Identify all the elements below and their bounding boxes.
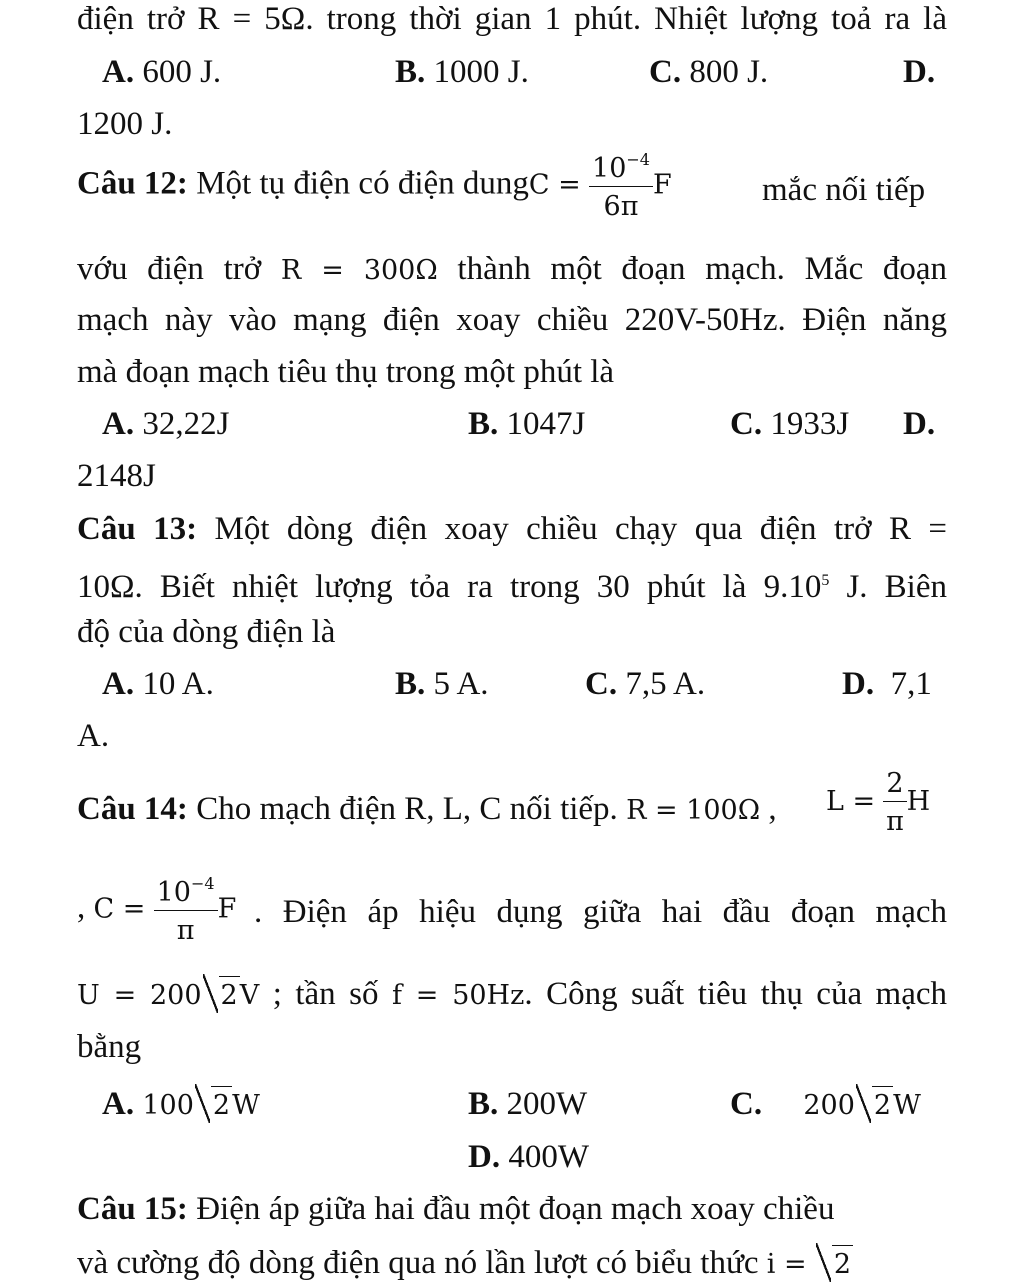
option-label: A. <box>102 54 135 90</box>
q15-line-1 <box>77 1190 834 1228</box>
inductance-expression <box>826 770 930 835</box>
text: và cường độ dòng điện qua nó lần lượt có biểu thức <box>77 1245 759 1281</box>
q14-option-b <box>468 1085 587 1123</box>
capacitance-lhs: C = <box>93 893 146 925</box>
option-label: B. <box>468 406 499 442</box>
option-label: A. <box>102 406 135 442</box>
option-value: 800 J. <box>689 54 769 90</box>
option-value: 400W <box>508 1139 589 1175</box>
frequency-expression: f = 50Hz <box>391 980 525 1011</box>
option-value: 7,5 A. <box>625 666 706 702</box>
option-label: B. <box>468 1086 499 1122</box>
q12-line-1 <box>77 152 672 220</box>
option-value: 100 <box>142 1090 194 1121</box>
text: thành một đoạn mạch. Mắc đoạn <box>457 251 948 287</box>
q14-line-3 <box>77 975 947 1015</box>
current-lhs: i = <box>766 1249 807 1280</box>
inductance-unit: H <box>906 786 931 818</box>
intro-line: điện trở R = 5Ω. trong thời gian 1 phút. Nhiệt lượng toả ra là <box>77 1 947 37</box>
separator: , <box>768 791 777 827</box>
fraction-exponent: −4 <box>626 150 650 169</box>
capacitance-lhs: C = <box>528 169 581 201</box>
option-value: 1047J <box>506 406 586 442</box>
option-label: C. <box>730 406 763 442</box>
option-unit: W <box>232 1090 260 1121</box>
q14-option-d <box>468 1138 589 1176</box>
option-value: 32,22J <box>142 406 230 442</box>
fraction-denominator: π <box>886 806 904 837</box>
q12-option-d <box>903 405 935 443</box>
radicand: 2 <box>872 1086 893 1125</box>
sqrt-symbol <box>855 1086 893 1125</box>
option-label: C. <box>585 666 618 702</box>
question-number: Câu 14: <box>77 791 188 827</box>
voltage-lhs: U = 200 <box>77 980 202 1011</box>
q13-option-b <box>395 665 489 703</box>
text: . Công suất tiêu thụ của mạch <box>524 976 948 1012</box>
q13-option-d <box>842 665 932 703</box>
option-value: 10 A. <box>142 666 214 702</box>
fraction-denominator: π <box>176 915 195 946</box>
q12-option-c <box>730 405 849 443</box>
question-number: Câu 12: <box>77 165 188 202</box>
capacitance-unit: F <box>652 169 672 201</box>
inductance-fraction <box>883 770 906 835</box>
intro-option-b <box>395 53 529 91</box>
sqrt-symbol <box>194 1086 232 1125</box>
option-value: 1933J <box>770 406 850 442</box>
radicand: 2 <box>211 1086 232 1125</box>
option-value: 7,1 <box>890 666 932 702</box>
q14-option-c <box>730 1085 921 1125</box>
inductance-lhs: L = <box>826 786 876 818</box>
intro-option-d-value: 1200 J. <box>77 106 173 142</box>
resistance-expression: R = 100Ω <box>626 795 761 826</box>
capacitance-unit: F <box>217 893 237 925</box>
q12-line-2 <box>77 250 947 290</box>
option-label: A. <box>102 1086 135 1122</box>
exponent: 5 <box>821 572 830 589</box>
q14-line-4: bằng <box>77 1029 142 1065</box>
capacitance-fraction <box>589 152 653 220</box>
text: ; tần số <box>272 976 379 1012</box>
sqrt-symbol <box>202 976 240 1015</box>
fraction-numerator: 2 <box>883 770 906 802</box>
question-number: Câu 15: <box>77 1191 188 1227</box>
intro-option-d <box>903 53 935 91</box>
q12-line-3: mạch này vào mạng điện xoay chiều 220V-50Hz. Điện năng <box>77 302 947 338</box>
q13-line-3: độ của dòng điện là <box>77 614 336 650</box>
q12-option-b <box>468 405 585 443</box>
q12-line-4: mà đoạn mạch tiêu thụ trong một phút là <box>77 354 615 390</box>
question-number: Câu 13: <box>77 511 198 547</box>
text: vớu điện trở <box>77 251 262 287</box>
option-label: D. <box>468 1139 501 1175</box>
radicand: 2 <box>219 976 240 1015</box>
option-label: C. <box>730 1086 763 1122</box>
option-label: D. <box>903 406 936 442</box>
capacitance-fraction <box>154 876 218 944</box>
q13-line-1 <box>77 510 947 548</box>
option-value: 200 <box>803 1090 855 1121</box>
q14-line-2-text: . Điện áp hiệu dụng giữa hai đầu đoạn mạch <box>254 894 947 930</box>
option-value: 5 A. <box>433 666 489 702</box>
separator: , <box>77 889 86 926</box>
question-text: Cho mạch điện R, L, C nối tiếp. <box>196 791 618 827</box>
option-label: B. <box>395 666 426 702</box>
option-label: C. <box>649 54 682 90</box>
q15-line-2 <box>77 1244 853 1284</box>
q13-option-d-cont: A. <box>77 718 110 754</box>
radicand: 2 <box>832 1245 853 1284</box>
sqrt-symbol <box>815 1245 853 1284</box>
fraction-exponent: −4 <box>190 874 215 893</box>
option-label: A. <box>102 666 135 702</box>
question-text: Điện áp giữa hai đầu một đoạn mạch xoay chiều <box>196 1191 835 1227</box>
q14-option-a <box>102 1085 260 1125</box>
fraction-denominator: 6π <box>603 191 639 222</box>
option-label: D. <box>903 54 936 90</box>
q12-line-1-tail: mắc nối tiếp <box>762 172 926 208</box>
option-value: 1000 J. <box>433 54 529 90</box>
text: 10Ω. Biết nhiệt lượng tỏa ra trong 30 phút là 9.10 <box>77 569 822 605</box>
option-value: 200W <box>506 1086 588 1122</box>
intro-option-a <box>102 53 221 91</box>
question-text: Một dòng điện xoay chiều chạy qua điện trở R = <box>214 511 948 547</box>
question-text: Một tụ điện có điện dung <box>196 165 529 202</box>
text: J. Biên <box>829 569 947 605</box>
fraction-numerator: 10 <box>592 153 627 184</box>
option-unit: W <box>893 1090 921 1121</box>
q13-option-a <box>102 665 214 703</box>
intro-option-c <box>649 53 768 91</box>
resistance-expression: R = 300Ω <box>280 255 438 286</box>
option-label: B. <box>395 54 426 90</box>
voltage-unit: V <box>239 980 260 1011</box>
q14-line-2 <box>77 876 236 944</box>
q13-option-c <box>585 665 705 703</box>
q12-option-a <box>102 405 229 443</box>
q12-option-d-value: 2148J <box>77 458 156 494</box>
q14-line-1 <box>77 790 777 830</box>
fraction-numerator: 10 <box>156 877 191 908</box>
q13-line-2 <box>77 562 947 606</box>
option-label: D. <box>842 666 875 702</box>
option-value: 600 J. <box>142 54 222 90</box>
